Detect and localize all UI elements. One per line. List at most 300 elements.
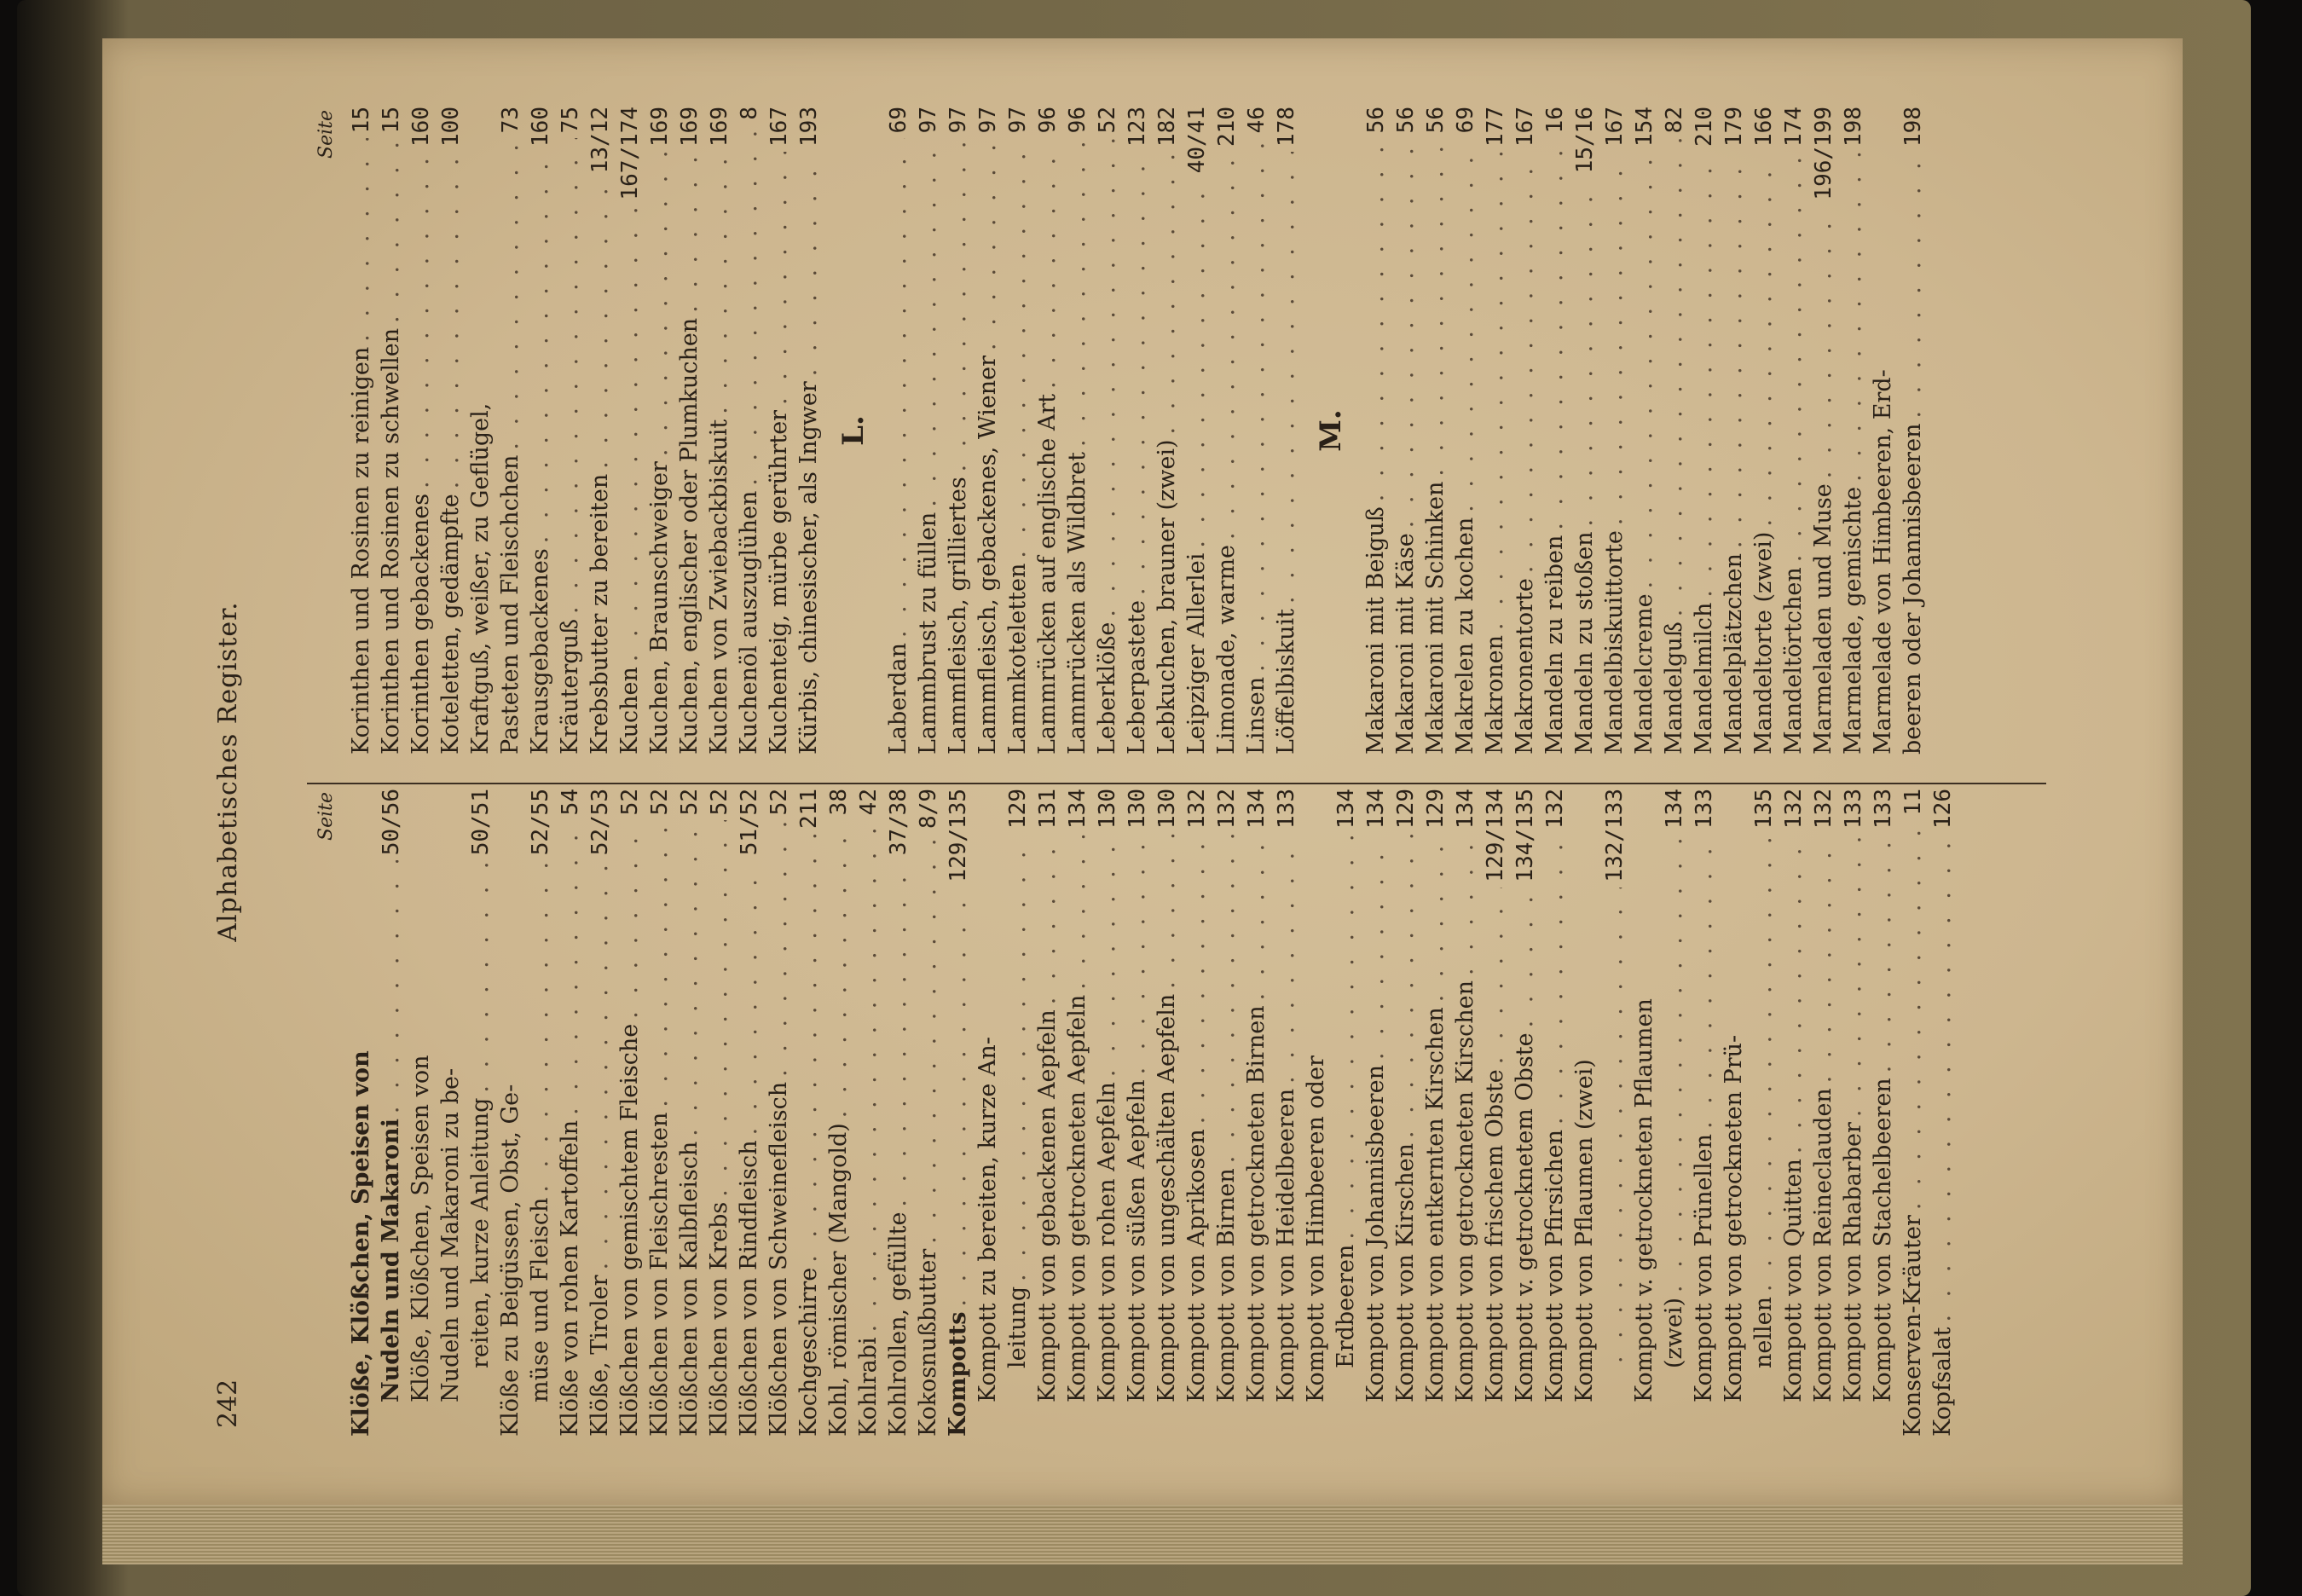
entry-label: Makronentorte: [1512, 578, 1538, 755]
entry-page: 15: [349, 107, 374, 134]
entry-page: 169: [647, 107, 673, 147]
entry-label: Kompott von Johannisbeeren: [1362, 1065, 1389, 1402]
leader-dots: [495, 138, 525, 449]
index-entry: [1182, 789, 1212, 1437]
index-entry: [1092, 789, 1122, 1437]
entry-label: Makaroni mit Käse: [1392, 533, 1419, 755]
index-entry: [1749, 107, 1779, 755]
entry-page: 174: [1781, 107, 1807, 147]
entry-label: Krebsbutter zu bereiten: [587, 473, 613, 755]
leader-dots: [1898, 820, 1928, 1210]
entry-label: Löffelbiskuit: [1273, 609, 1299, 755]
entry-label: Korinthen gebackenes: [408, 493, 434, 755]
leader-dots: [734, 125, 764, 486]
index-entry: [1391, 107, 1420, 755]
index-entry: [764, 789, 794, 1437]
entry-page: 167: [1602, 107, 1628, 147]
leader-dots: [1570, 178, 1599, 526]
index-entry: [376, 107, 406, 755]
entry-page: 134: [1662, 789, 1687, 829]
entry-label: Kopfsalat: [1929, 1327, 1956, 1437]
index-entry: [1032, 789, 1062, 1437]
entry-label: Kompott von Prünellen: [1691, 1133, 1717, 1402]
entry-page: 54: [558, 789, 583, 816]
index-entry: [1480, 789, 1510, 1437]
entry-label: Kuchenteig, mürbe gerührter: [766, 409, 792, 755]
entry-label: Klößchen von gemischtem Fleische: [616, 1023, 643, 1437]
entry-page: 211: [796, 789, 822, 829]
index-entry: [1301, 789, 1331, 1437]
index-entry: [883, 789, 913, 1437]
entry-label: Kompott v. getrocknetem Obste: [1512, 1032, 1538, 1402]
entry-page: 131: [1035, 789, 1061, 829]
entry-page: 97: [916, 107, 941, 134]
leader-dots: [1420, 138, 1450, 476]
entry-page: 196/199: [1811, 107, 1836, 200]
entry-label: Klößchen von Krebs: [706, 1201, 732, 1437]
leader-dots: [883, 860, 913, 1206]
index-entry: [1032, 107, 1062, 755]
leader-dots: [1182, 834, 1212, 1124]
entry-label: Kompott von Rhabarber: [1840, 1122, 1866, 1402]
leader-dots: [525, 152, 555, 543]
index-entry: [1003, 107, 1032, 755]
index-entry: [1003, 789, 1032, 1437]
entry-page: 160: [528, 107, 553, 147]
index-entry: [1808, 789, 1838, 1437]
entry-label: Laberdan: [885, 643, 911, 755]
index-entry: [495, 107, 525, 755]
leader-dots: [674, 820, 704, 1136]
leader-dots: [1152, 152, 1182, 434]
entry-label: Kompott von getrockneten Birnen: [1243, 1005, 1270, 1402]
entry-page: 97: [975, 107, 1001, 134]
entry-page: 129/134: [1483, 789, 1508, 882]
seite-label: Seite: [315, 792, 337, 841]
index-entry: [1599, 107, 1629, 755]
entry-page: 123: [1125, 107, 1150, 147]
leader-dots: [1898, 152, 1928, 419]
entry-label: Kompott von Quitten: [1780, 1159, 1807, 1402]
leader-dots: [1659, 138, 1689, 616]
leader-dots: [943, 888, 973, 1307]
index-entry: [346, 107, 376, 755]
entry-page: 178: [1274, 107, 1299, 147]
leader-dots: [1241, 834, 1271, 1000]
index-entry: [674, 107, 704, 755]
entry-page: 52: [617, 789, 643, 816]
leader-dots: [555, 820, 585, 1115]
left-entry-list: [346, 789, 1958, 1437]
entry-label: Kraftguß, weißer, zu Geflügel,: [467, 402, 494, 755]
index-entry: [376, 789, 406, 1437]
leader-dots: [1032, 834, 1062, 1004]
entry-label: Lammbrust zu füllen: [915, 512, 941, 755]
entry-label: Kuchenöl auszuglühen: [736, 490, 762, 755]
entry-label: Kompott von ungeschälten Aepfeln: [1154, 993, 1180, 1402]
index-entry: [1092, 107, 1122, 755]
leader-dots: [1450, 834, 1480, 975]
seite-label: Seite: [315, 110, 337, 159]
index-entry: [555, 789, 585, 1437]
entry-label: Lammrücken auf englische Art: [1034, 393, 1061, 755]
entry-label: Kompotts: [945, 1311, 971, 1437]
index-entry: [615, 789, 645, 1437]
leader-dots: [1062, 834, 1092, 990]
leader-dots: [1331, 834, 1361, 1240]
page-edges: [102, 1505, 2183, 1564]
index-entry: [853, 789, 883, 1437]
entry-label: Lammkoteletten: [1004, 563, 1031, 755]
index-entry: [943, 789, 973, 1437]
index-entry: [1570, 789, 1599, 1437]
leader-dots: [1480, 888, 1510, 1065]
entry-label: Kompott v. getrockneten Pflaumen: [1631, 998, 1657, 1402]
index-entry: [1062, 107, 1092, 755]
entry-label: Makaroni mit Beiguß: [1362, 506, 1389, 755]
entry-label: Marmelade, gemischte: [1840, 486, 1866, 755]
entry-page: 56: [1363, 107, 1389, 134]
index-entry: [1122, 789, 1152, 1437]
leader-dots: [1032, 138, 1062, 389]
leader-dots: [1241, 138, 1271, 672]
index-entry: [406, 107, 436, 755]
leader-dots: [645, 820, 674, 1107]
entry-page: 179: [1721, 107, 1747, 147]
entry-label: Klöße, Tiroler: [587, 1275, 613, 1437]
leader-dots: [1928, 834, 1958, 1322]
leader-dots: [853, 820, 883, 1332]
leader-dots: [555, 138, 585, 614]
entry-page: 69: [1453, 107, 1478, 134]
leader-dots: [674, 152, 704, 313]
index-entry: [615, 107, 645, 755]
entry-page: 50/56: [379, 789, 404, 856]
index-entry: [1689, 789, 1719, 1437]
index-entry: [704, 107, 734, 755]
index-entry: [1271, 107, 1301, 755]
entry-page: 8: [737, 107, 762, 120]
entry-label: Mandelplätzchen: [1721, 553, 1747, 755]
index-entry: [1779, 107, 1808, 755]
entry-page: 134: [1363, 789, 1389, 829]
entry-label: Kohlrollen, gefüllte: [885, 1211, 911, 1437]
entry-page: 134: [1333, 789, 1359, 829]
entry-page: 167: [766, 107, 792, 147]
index-entry: [1838, 107, 1868, 755]
index-entry: [555, 107, 585, 755]
entry-page: 193: [796, 107, 822, 147]
entry-page: 167: [1512, 107, 1538, 147]
index-entry: [1480, 107, 1510, 755]
entry-label: leitung: [1004, 1286, 1031, 1368]
entry-label: Kompott von Aprikosen: [1183, 1129, 1210, 1402]
entry-label: Leipziger Allerlei: [1183, 552, 1210, 755]
entry-label: Kompott von Pfirsichen: [1541, 1129, 1568, 1402]
index-entry: [645, 789, 674, 1437]
leader-dots: [1599, 888, 1629, 1363]
entry-label: Mandeln zu reiben: [1541, 535, 1568, 755]
index-entry: [1510, 107, 1540, 755]
index-entry: [1898, 107, 1928, 755]
running-title: Alphabetisches Register.: [213, 601, 243, 942]
entry-page: 16: [1542, 107, 1568, 134]
entry-page: 133: [1692, 789, 1717, 829]
index-entry: [674, 789, 704, 1437]
entry-label: Kuchen, Braunschweiger: [646, 461, 673, 755]
leader-dots: [1540, 834, 1570, 1125]
leader-dots: [1420, 834, 1450, 1002]
entry-label: Mandelmilch: [1691, 602, 1717, 755]
entry-page: 134: [1244, 789, 1270, 829]
index-entry: [1450, 789, 1480, 1437]
entry-page: 132: [1184, 789, 1210, 829]
entry-page: 134: [1453, 789, 1478, 829]
index-entry: [883, 107, 913, 755]
entry-label: Kompott zu bereiten, kurze An-: [975, 1037, 1001, 1402]
entry-label: Leberpastete: [1124, 600, 1150, 755]
leader-dots: [376, 860, 406, 1113]
entry-label: Kohlrabi: [855, 1337, 882, 1437]
entry-label: Marmelade von Himbeeren, Erd-: [1870, 369, 1896, 755]
rotated-page-content: [162, 81, 2123, 1462]
entry-label: Kompott von Birnen: [1213, 1168, 1240, 1402]
index-entry: [1540, 107, 1570, 755]
leader-dots: [1271, 152, 1301, 604]
entry-label: Kürbis, chinesischer, als Ingwer: [795, 381, 822, 755]
leader-dots: [1003, 834, 1032, 1281]
entry-label: Linsen: [1243, 676, 1270, 755]
leader-dots: [794, 834, 824, 1263]
entry-label: Lammfleisch, grilliertes: [945, 477, 971, 755]
index-entry: [1928, 789, 1958, 1437]
leader-dots: [1450, 138, 1480, 512]
leader-dots: [1808, 205, 1838, 479]
entry-label: Leberklöße: [1094, 622, 1120, 755]
leader-dots: [1838, 152, 1868, 482]
entry-page: 133: [1841, 789, 1866, 829]
page-number: 242: [213, 1379, 243, 1428]
entry-page: 210: [1214, 107, 1240, 147]
entry-label: Pasteten und Fleischchen: [497, 454, 523, 755]
leader-dots: [1868, 834, 1898, 1073]
entry-label: Kokosnußbutter: [915, 1248, 941, 1437]
index-entry: [764, 107, 794, 755]
entry-page: 130: [1154, 789, 1180, 829]
entry-page: 129: [1423, 789, 1449, 829]
entry-page: 135: [1751, 789, 1777, 829]
entry-label: Kuchen von Zwiebackbiskuit: [706, 419, 732, 755]
leader-dots: [1361, 138, 1391, 501]
entry-page: 37/38: [886, 789, 911, 856]
entry-page: 13/12: [587, 107, 613, 174]
leader-dots: [1779, 152, 1808, 562]
entry-page: 52/55: [528, 789, 553, 856]
entry-label: Kompott von gebackenen Aepfeln: [1034, 1009, 1061, 1402]
entry-label: Lammfleisch, gebackenes, Wiener: [975, 355, 1001, 755]
leader-dots: [1838, 834, 1868, 1117]
entry-page: 82: [1662, 107, 1687, 134]
entry-page: 210: [1692, 107, 1717, 147]
index-entry: [1719, 107, 1749, 755]
entry-page: 52: [1095, 107, 1120, 134]
index-entry: [525, 789, 555, 1437]
leader-dots: [1480, 152, 1510, 630]
entry-page: 96: [1065, 107, 1090, 134]
leader-dots: [1182, 178, 1212, 547]
entry-label: Korinthen und Rosinen zu schwellen: [378, 327, 404, 755]
leader-dots: [1212, 834, 1241, 1163]
leader-dots: [1540, 138, 1570, 529]
index-entry: [1659, 789, 1689, 1437]
entry-label: Kompott von getrockneten Aepfeln: [1064, 994, 1090, 1402]
index-entry: [1570, 107, 1599, 755]
leader-dots: [1749, 834, 1779, 1292]
entry-page: 169: [707, 107, 732, 147]
leader-dots: [376, 138, 406, 323]
index-entry: [1391, 789, 1420, 1437]
leader-dots: [1271, 834, 1301, 1084]
index-entry: [1540, 789, 1570, 1437]
entry-page: 154: [1632, 107, 1657, 147]
leader-dots: [824, 820, 853, 1118]
entry-page: 38: [826, 789, 852, 816]
leader-dots: [764, 820, 794, 1077]
entry-label: Klöße von rohen Kartoffeln: [557, 1119, 583, 1437]
entry-page: 167/174: [617, 107, 643, 200]
entry-label: Klößchen von Schweinefleisch: [766, 1081, 792, 1437]
index-entry: [585, 789, 615, 1437]
entry-label: Kompott von Reineclauden: [1810, 1088, 1836, 1402]
leader-dots: [704, 152, 734, 414]
index-entry: [466, 107, 495, 755]
entry-list-k: [346, 107, 824, 755]
leader-dots: [1629, 152, 1659, 588]
entry-label: Kompott von getrockneten Kirschen: [1452, 980, 1478, 1402]
leader-dots: [913, 834, 943, 1244]
entry-page: 132: [1781, 789, 1807, 829]
leader-dots: [1092, 834, 1122, 1077]
index-entry: [525, 107, 555, 755]
entry-page: 97: [1005, 107, 1031, 134]
index-entry: [1420, 107, 1450, 755]
leader-dots: [615, 820, 645, 1018]
entry-label: Klöße, Klößchen, Speisen von: [348, 1050, 374, 1437]
right-column: [315, 107, 1928, 755]
entry-label: Krausgebackenes: [527, 548, 553, 755]
entry-list-l: [883, 107, 1301, 755]
entry-label: beeren oder Johannisbeeren: [1900, 423, 1926, 755]
entry-page: 198: [1900, 107, 1926, 147]
leader-dots: [585, 860, 615, 1269]
index-entry: [1779, 789, 1808, 1437]
entry-label: Lammrücken als Wildbret: [1064, 452, 1090, 755]
entry-label: Konserven-Kräuter: [1900, 1215, 1926, 1437]
leader-dots: [525, 860, 555, 1192]
entry-page: 51/52: [737, 789, 762, 856]
entry-page: 73: [498, 107, 523, 134]
index-entry: [1629, 107, 1659, 755]
entry-label: Limonade, warme: [1213, 544, 1240, 755]
index-entry: [824, 789, 853, 1437]
index-entry: [1749, 789, 1779, 1437]
index-entry: [645, 107, 674, 755]
entry-page: 11: [1900, 789, 1926, 816]
entry-label: Mandeln zu stoßen: [1571, 531, 1598, 755]
entry-page: 69: [886, 107, 911, 134]
entry-page: 52/53: [587, 789, 613, 856]
index-entry: [495, 789, 525, 1437]
index-entry: [1152, 789, 1182, 1437]
index-entry: [1241, 107, 1271, 755]
entry-label: müse und Fleisch: [527, 1197, 553, 1402]
leader-dots: [883, 138, 913, 638]
index-entry: [1212, 107, 1241, 755]
leader-dots: [764, 152, 794, 405]
leader-dots: [406, 152, 436, 489]
leader-dots: [704, 820, 734, 1196]
index-entry: [1331, 789, 1361, 1437]
index-entry: [436, 789, 466, 1437]
entry-label: Mandeltörtchen: [1780, 567, 1807, 755]
entry-page: 198: [1841, 107, 1866, 147]
entry-label: Nudeln und Makaroni: [378, 1119, 404, 1402]
entry-label: Klöße zu Beigüssen, Obst, Ge-: [497, 1084, 523, 1437]
entry-page: 15/16: [1572, 107, 1598, 174]
leader-dots: [1092, 138, 1122, 616]
index-entry: [794, 107, 824, 755]
leader-dots: [1808, 834, 1838, 1083]
index-entry: [1838, 789, 1868, 1437]
index-entry: [466, 789, 495, 1437]
index-entry: [734, 789, 764, 1437]
entry-page: 133: [1871, 789, 1896, 829]
entry-label: Kompott von frischem Obste: [1482, 1069, 1508, 1402]
entry-page: 46: [1244, 107, 1270, 134]
entry-page: 56: [1393, 107, 1419, 134]
leader-dots: [1779, 834, 1808, 1154]
index-entry: [436, 107, 466, 755]
index-entry: [943, 107, 973, 755]
index-entry: [1808, 107, 1838, 755]
section-heading-m: M.: [1314, 409, 1348, 452]
entry-label: Mandelbiskuittorte: [1601, 530, 1628, 755]
entry-page: 126: [1930, 789, 1956, 829]
entry-page: 129: [1005, 789, 1031, 829]
entry-page: 52: [766, 789, 792, 816]
leader-dots: [1719, 152, 1749, 548]
entry-page: 177: [1483, 107, 1508, 147]
entry-page: 97: [946, 107, 971, 134]
index-entry: [1629, 789, 1659, 1437]
leader-dots: [913, 138, 943, 506]
leader-dots: [794, 152, 824, 376]
entry-page: 75: [558, 107, 583, 134]
entry-label: Kompott von Stachelbeeren: [1870, 1078, 1896, 1402]
entry-label: Klößchen von Fleischresten: [646, 1112, 673, 1437]
entry-label: Koteletten, gedämpfte: [437, 494, 464, 755]
entry-label: Makrelen zu kochen: [1452, 517, 1478, 755]
entry-page: 166: [1751, 107, 1777, 147]
entry-label: Kompott von rohen Aepfeln: [1094, 1082, 1120, 1402]
entry-label: Marmeladen und Muse: [1810, 483, 1836, 755]
index-entry: [1510, 789, 1540, 1437]
entry-page: 52: [647, 789, 673, 816]
entry-page: 8/9: [916, 789, 941, 829]
index-entry: [1361, 107, 1391, 755]
entry-label: Kuchen: [616, 667, 643, 755]
entry-label: Kompott von Himbeeren oder: [1303, 1055, 1329, 1402]
